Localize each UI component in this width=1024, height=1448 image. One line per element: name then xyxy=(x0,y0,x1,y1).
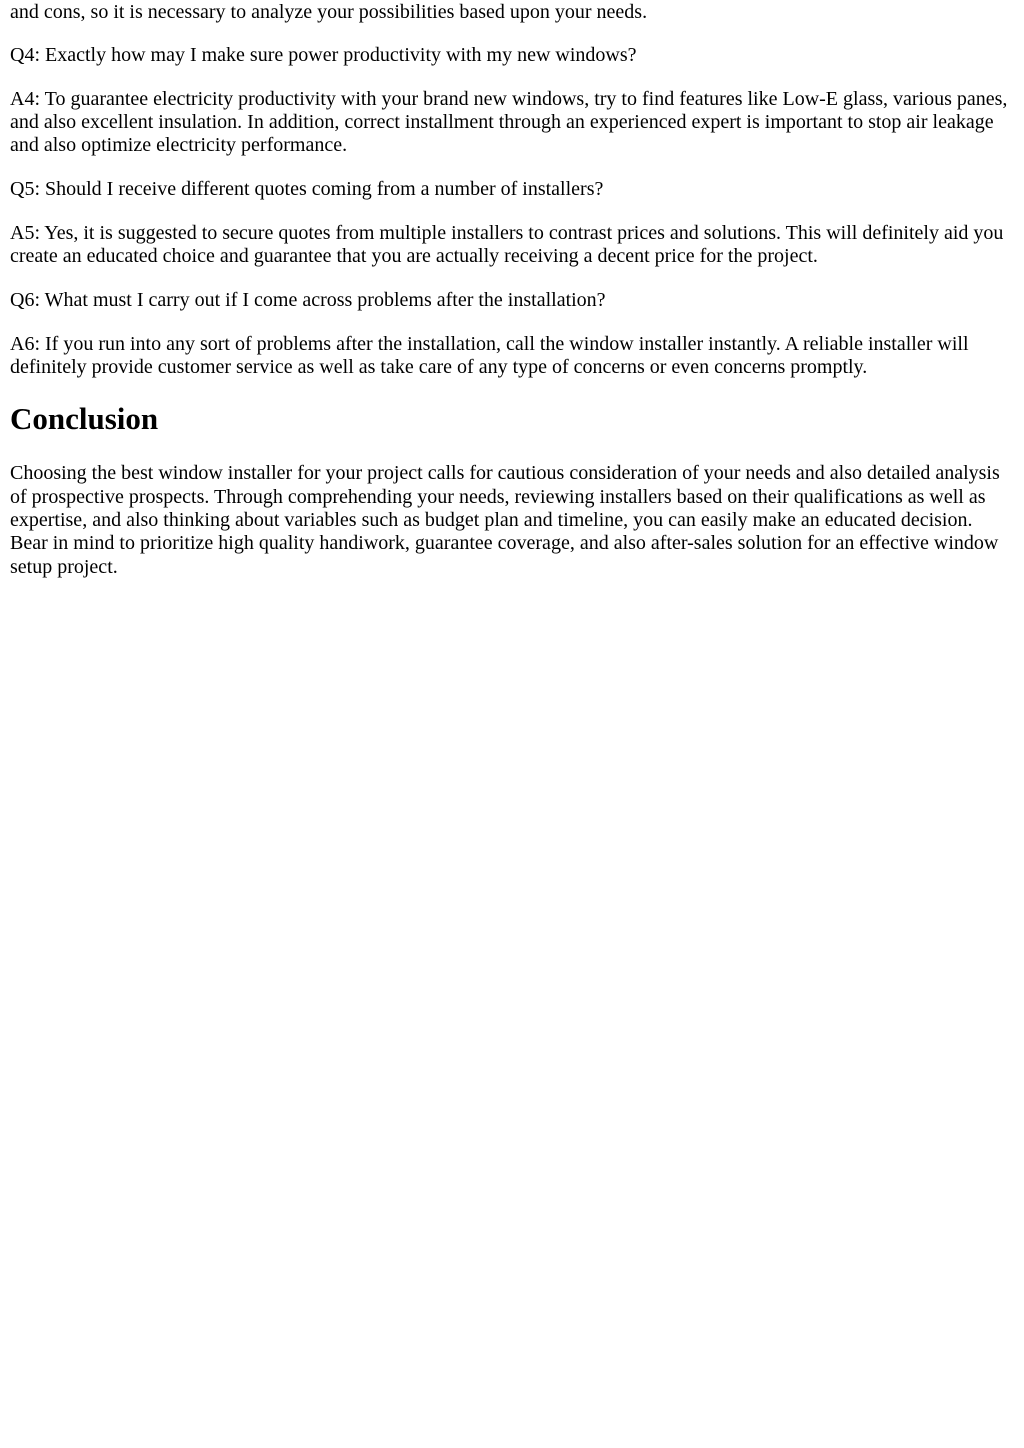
faq-question-5: Q5: Should I receive different quotes coming from a number of installers? xyxy=(10,178,604,201)
faq-answer-6: A6: If you run into any sort of problems after the installation, call the window installer instantly. A reliable installer will definitely provide customer service as well as take care of any type of concerns or even concerns promptly. xyxy=(10,332,969,379)
intro-paragraph-tail: and cons, so it is necessary to analyze your possibilities based upon your needs. xyxy=(10,1,648,23)
conclusion-heading: Conclusion xyxy=(10,401,159,437)
faq-question-6: Q6: What must I carry out if I come across problems after the installation? xyxy=(10,289,606,312)
faq-and-conclusion xyxy=(10,44,1014,579)
faq-question-4: Q4: Exactly how may I make sure power productivity with my new windows? xyxy=(10,44,637,66)
faq-answer-5: A5: Yes, it is suggested to secure quotes from multiple installers to contrast prices and solutions. This will definitely aid you create an educated choice and guarantee that you are actually receiving a decent price for the project. xyxy=(10,221,1004,268)
faq-answer-4: A4: To guarantee electricity productivity with your brand new windows, try to find features like Low-E glass, various panes, and also excellent insulation. In addition, correct installment through an experienced expert is important to stop air leakage and also optimize electricity performance. xyxy=(10,87,1008,157)
conclusion-paragraph: Choosing the best window installer for your project calls for cautious consideration of your needs and also detailed analysis of prospective prospects. Through comprehending your needs, reviewing installers based on their qualifications as well as expertise, and also thinking about variables such as budget plan and timeline, you can easily make an educated decision. Bear in mind to prioritize high quality handiwork, guarantee coverage, and also after-sales solution for an effective window setup project. xyxy=(10,462,1000,578)
